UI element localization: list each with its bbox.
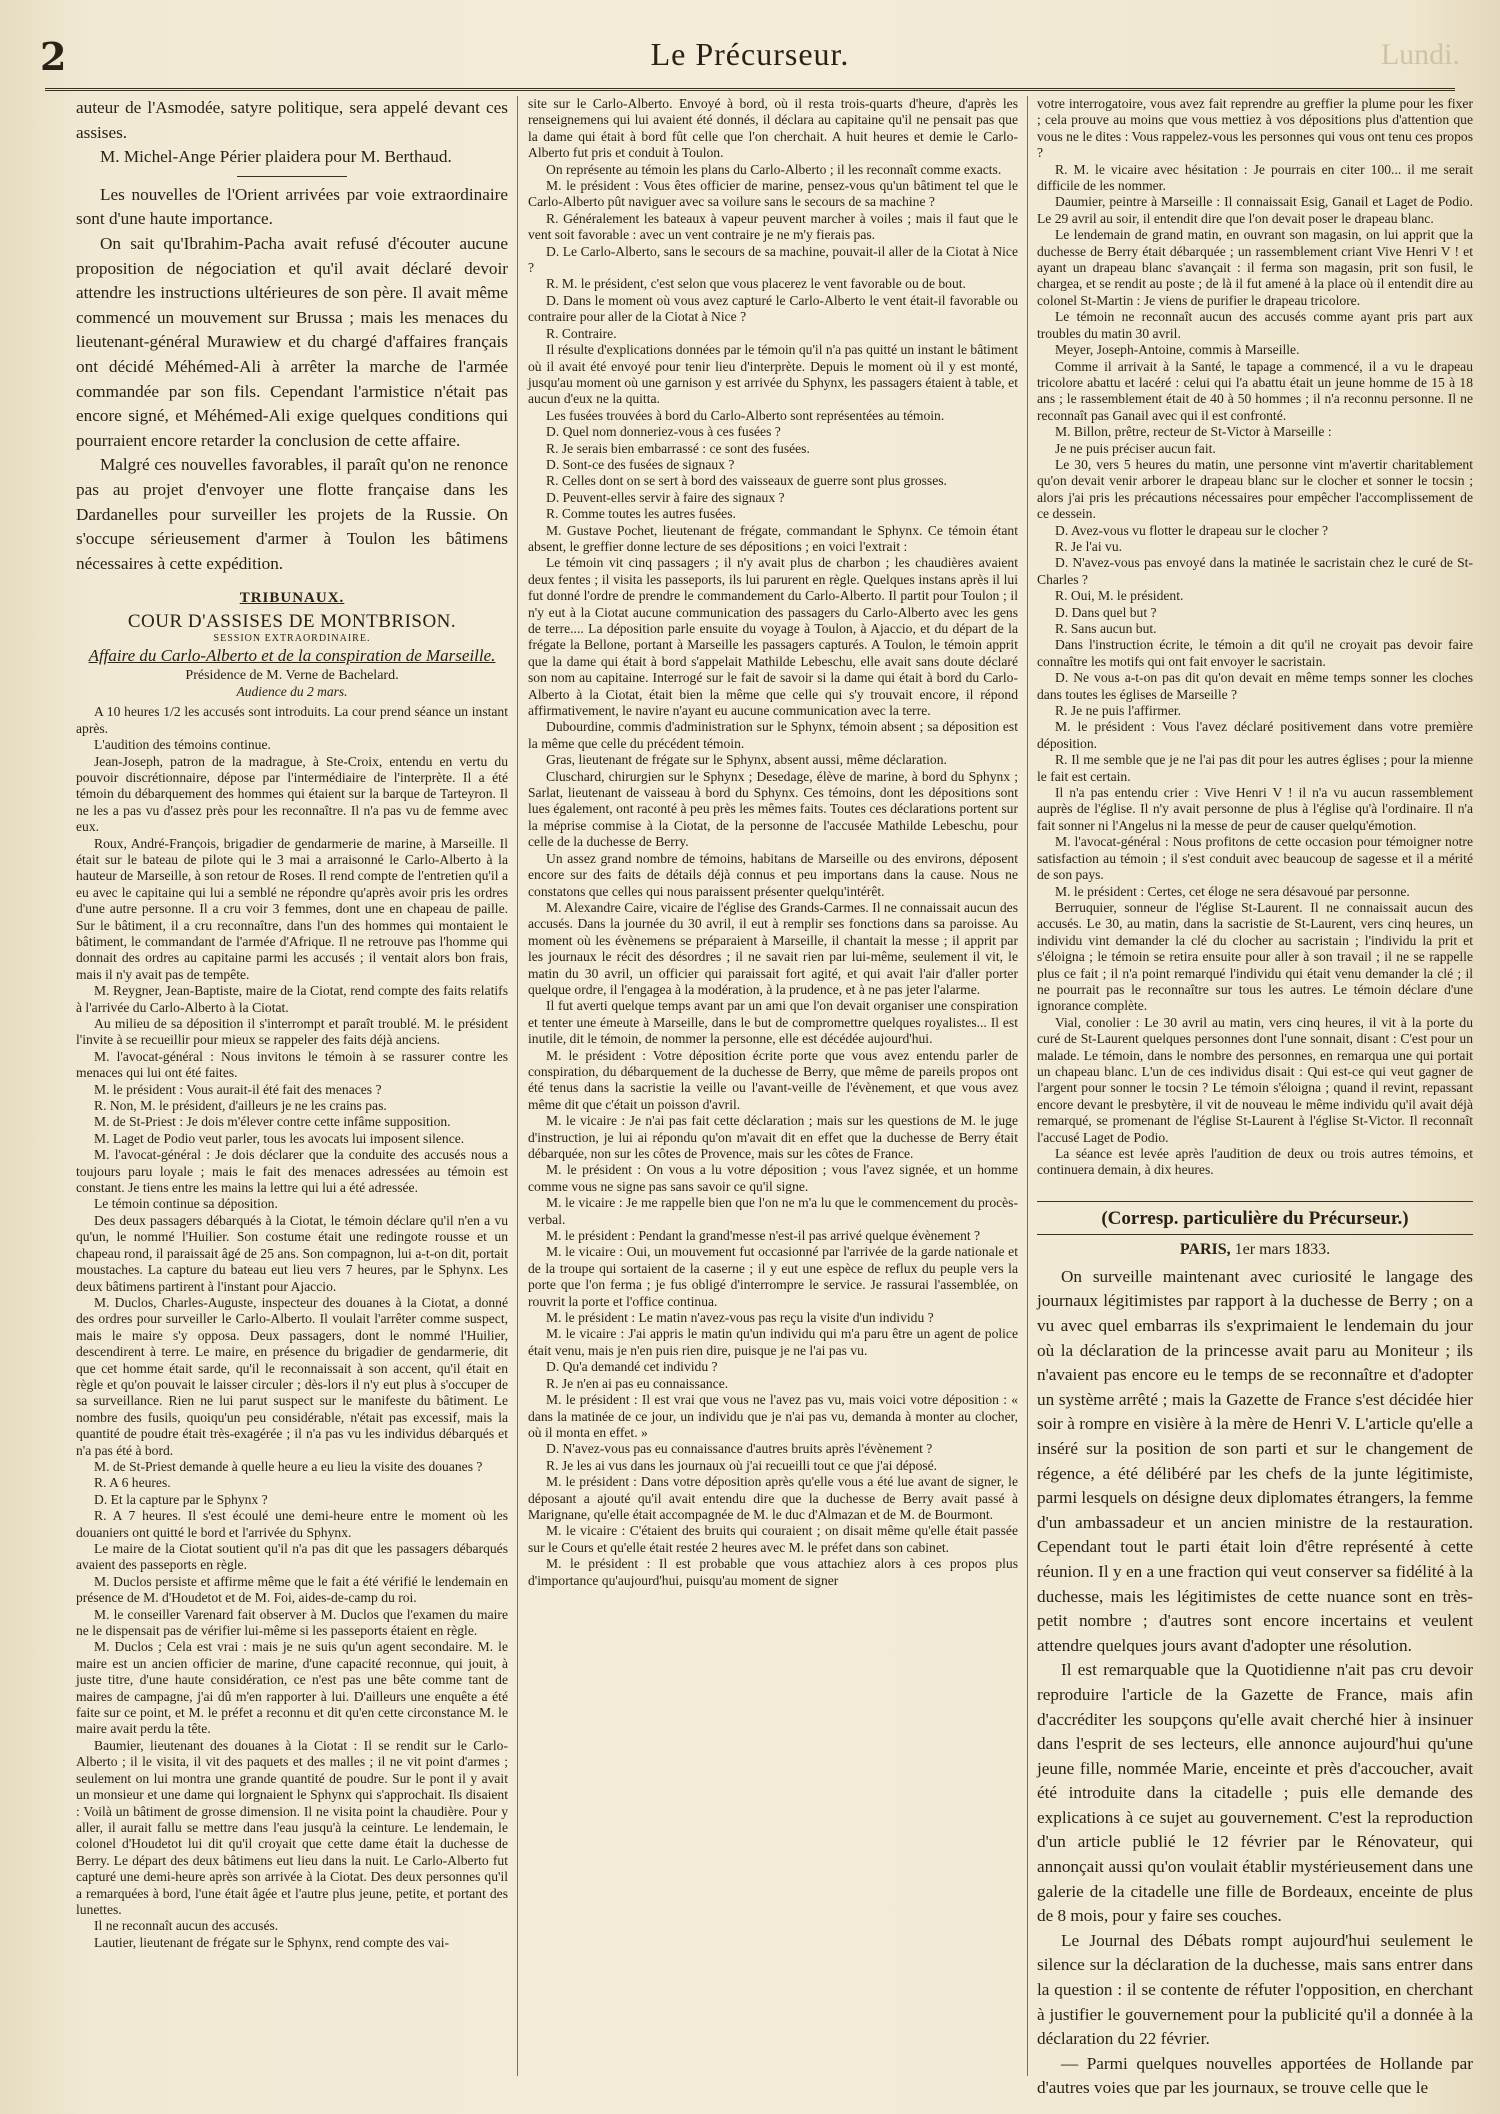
- correspondence-heading: (Corresp. particulière du Précurseur.): [1037, 1201, 1473, 1235]
- paragraph: D. Quel nom donneriez-vous à ces fusées ?: [546, 424, 781, 440]
- paragraph: R. Contraire.: [546, 325, 617, 341]
- paragraph: R. A 6 heures.: [94, 1475, 171, 1491]
- paragraph: On représente au témoin les plans du Carlo-Alberto ; il les reconnaît comme exacts.: [546, 161, 1002, 177]
- paragraph: Le lendemain de grand matin, en ouvrant son magasin, on lui apprit que la duchesse de Berry était débarquée ; un rassemblement criant Vive Henri V ! et ayant un drapeau blanc s'avançait : il ferma son magasin, prit son fusil, le chargea, et se rendit au poste ; de là il fut amené à la place où il entendit dire au colonel St-Martin : Je viens de purifier le drapeau tricolore.: [1037, 227, 1473, 308]
- paragraph: site sur le Carlo-Alberto. Envoyé à bord, où il resta trois-quarts d'heure, d'après les renseignemens qui lui avaient été donnés, il déclara au capitaine qu'il ne pensait pas que la dame qui était à bord fût celle que l'on cherchait. A huit heures et demie le Carlo-Alberto fut pris et conduit à Toulon.: [528, 96, 1018, 161]
- paragraph: M. le vicaire : J'ai appris le matin qu'un individu qui m'a paru être un agent de police était venu, mais je n'en puis rien dire, puisque je ne l'ai pas vu.: [528, 1326, 1018, 1358]
- paragraph: R. M. le président, c'est selon que vous placerez le vent favorable ou de bout.: [546, 276, 966, 292]
- paragraph: Le maire de la Ciotat soutient qu'il n'a pas dit que les passagers débarqués avaient des passeports en règle.: [76, 1541, 508, 1573]
- paragraph: M. Duclos, Charles-Auguste, inspecteur des douanes à la Ciotat, a donné des ordres pour surveiller le Carlo-Alberto. Il voulait l'arrêter comme suspect, mais le maire s'y opposa. Deux passagers, dont le nommé l'Huilier, descendirent à terre. Le maire, en présence du brigadier de gendarmerie, dit que cet homme était sarde, qu'il le reconnaissait à son accent, qu'il était en règle et qu'on pouvait le laisser circuler ; dès-lors il n'y eut plus à s'occuper de sa surveillance. Rien ne lui parut suspect sur le manifeste du bâtiment. Le nombre des fusils, quoiqu'un peu considérable, n'était pas excessif, mais la quantité de poudre était très-exagérée ; il n'a pas vu les individus débarqués et n'a pas été à bord.: [76, 1294, 508, 1458]
- paragraph: Lautier, lieutenant de frégate sur le Sphynx, rend compte des vai-: [94, 1934, 450, 1950]
- paragraph: M. Laget de Podio veut parler, tous les avocats lui imposent silence.: [94, 1130, 465, 1146]
- paragraph: D. Peuvent-elles servir à faire des signaux ?: [546, 489, 785, 505]
- paragraph: Au milieu de sa déposition il s'interrompt et paraît troublé. M. le président l'invite à se recueillir pour mieux se rappeler des faits déjà anciens.: [76, 1016, 508, 1048]
- paragraph: Il ne reconnaît aucun des accusés.: [94, 1918, 279, 1934]
- paragraph: M. l'avocat-général : Nous profitons de cette occasion pour témoigner notre satisfaction au témoin ; il s'est conduit avec beaucoup de sagesse et il a mérité de son pays.: [1037, 834, 1473, 883]
- paragraph: On surveille maintenant avec curiosité le langage des journaux légitimistes par rapport à la duchesse de Berry ; on a vu avec quel embarras ils s'exprimaient le lendemain du jour où la déclaration de la princesse avait paru au Moniteur ; ils n'avaient pas encore eu le temps de se reconnaître et d'adopter un système arrêté ; mais la Gazette de France s'est décidée hier soir à rompre en visière à la mère de Henri V. L'article qu'elle a inséré sur la position de son parti et sur le changement de régence, a été délibéré par les chefs de la junte légitimiste, parmi lesquels on désigne deux diplomates étrangers, la femme d'un ambassadeur et un ancien ministre de la restauration. Cependant tout le parti était loin d'être représenté à cette réunion. Il y en a une fraction qui veut conserver sa fidélité à la duchesse, mais les légitimistes de cette nuance sont en très-petit nombre ; d'autres sont encore incertains et veulent attendre quelques jours avant d'adopter une résolution.: [1037, 1266, 1473, 1655]
- paragraph: R. Je les ai vus dans les journaux où j'ai recueilli tout ce que j'ai déposé.: [546, 1457, 938, 1473]
- paragraph: M. de St-Priest : Je dois m'élever contre cette infâme supposition.: [94, 1114, 451, 1130]
- paragraph: M. l'avocat-général : Nous invitons le témoin à se rassurer contre les menaces qui lui ont été faites.: [76, 1048, 508, 1081]
- paragraph: M. le président : Vous êtes officier de marine, pensez-vous qu'un bâtiment tel que le Carlo-Alberto pût naviguer avec sa voilure sans le secours de sa machine ?: [528, 178, 1018, 210]
- column-2: [528, 96, 1018, 2086]
- paragraph: D. Et la capture par le Sphynx ?: [94, 1491, 268, 1507]
- paragraph: M. Duclos ; Cela est vrai : mais je ne suis qu'un agent secondaire. M. le maire est un ancien officier de marine, d'une capacité reconnue, qui jouit, à juste titre, d'une haute considération, ce n'est pas une bête comme tant de maires de campagne, j'ai dû m'en rapporter à lui. D'ailleurs une enquête a été faite sur ce point, et M. le préfet a reconnu et dit qu'en cette circonstance M. le maire avait perdu la tête.: [76, 1639, 508, 1737]
- paragraph: Roux, André-François, brigadier de gendarmerie de marine, à Marseille. Il était sur le bateau de pilote qui le 3 mai a arraisonné le Carlo-Alberto à la hauteur de Marseille, à son retour de Roses. Il rend compte de l'entretien qu'il a eu avec le capitaine qui lui a semblé ne répondre qu'après avoir pris les ordres d'une autre personne. Il a cru voir 3 femmes, dont une en chapeau de paille. Sur le bâtiment, il a cru reconnaître, dans l'un des hommes qui montaient le bâtiment, le commandant de l'armée d'Afrique. Il ne retrouve pas l'homme qui donnait des ordres au capitaine parmi les accusés ; il ventait alors bon frais, mais il n'y avait pas de tempête.: [76, 835, 508, 982]
- paragraph: votre interrogatoire, vous avez fait reprendre au greffier la plume pour les fixer ; cela prouve au moins que vous mettiez à vos dépositions plus d'attention que vous ne le dites : Vous rappelez-vous les personnes qui vous ont tenu ces propos ?: [1037, 96, 1473, 161]
- paragraph: D. Qu'a demandé cet individu ?: [546, 1359, 718, 1375]
- paragraph: R. Il me semble que je ne l'ai pas dit pour les autres églises ; pour la mienne le fait est certain.: [1037, 752, 1473, 784]
- section-title-tribunaux: TRIBUNAUX.: [239, 590, 345, 607]
- paragraph: M. le président : Le matin n'avez-vous pas reçu la visite d'un individu ?: [546, 1310, 934, 1326]
- paragraph: R. Non, M. le président, d'ailleurs je ne les crains pas.: [94, 1098, 387, 1114]
- paragraph: Il résulte d'explications données par le témoin qu'il n'a pas quitté un instant le bâtiment où il avait été envoyé pour tenir lieu d'interprète. Depuis le moment où il y est monté, jusqu'au moment où une garnison y est arrivée du Sphynx, les passagers étaient à table, et aucun d'eux ne la quitta.: [528, 342, 1018, 407]
- paragraph: Gras, lieutenant de frégate sur le Sphynx, absent aussi, même déclaration.: [546, 752, 947, 768]
- paragraph: M. Billon, prêtre, recteur de St-Victor à Marseille :: [1055, 424, 1332, 440]
- column-divider: [1027, 96, 1028, 2076]
- paragraph: R. Celles dont on se sert à bord des vaisseaux de guerre sont plus grosses.: [546, 473, 947, 489]
- trial-report-continued: [528, 96, 1018, 1589]
- paragraph: R. Je ne puis l'affirmer.: [1055, 703, 1182, 719]
- paragraph: Des deux passagers débarqués à la Ciotat, le témoin déclare qu'il n'en a vu qu'un, le nommé l'Huilier. Son costume était une redingote rousse et un chapeau rond, il paraissait âgé de 25 ans. Son compagnon, lui a-t-on dit, portait moustaches. La capture du bateau eut lieu vers 7 heures, par le Sphynx. Les deux bâtimens partirent à l'instant pour Ajaccio.: [76, 1212, 508, 1294]
- paragraph: R. Oui, M. le président.: [1055, 588, 1184, 604]
- trial-report-end: [1037, 96, 1473, 1179]
- paragraph: M. le président : Vous l'avez déclaré positivement dans votre première déposition.: [1037, 719, 1473, 751]
- paragraph: M. le président : Votre déposition écrite porte que vous avez entendu parler de conspiration, du débarquement de la duchesse de Berry, que même de pareils propos ont été tenus dans la sacristie la veille ou l'avant-veille de l'évènement, et que vous avez même dit que c'était un poisson d'avril.: [528, 1047, 1018, 1112]
- paragraph: R. Je n'en ai pas eu connaissance.: [546, 1375, 729, 1391]
- trial-report: [76, 704, 508, 1951]
- paragraph: Le Journal des Débats rompt aujourd'hui seulement le silence sur la déclaration de la duchesse, mais sans entrer dans la question : il se contente de réfuter l'opposition, en cherchant à justifier le gouvernement pour la publicité qu'il a donnée à la déclaration du 22 février.: [1037, 1930, 1473, 2049]
- session-line: SESSION EXTRAORDINAIRE.: [213, 633, 371, 645]
- paragraph: — Parmi quelques nouvelles apportées de Hollande par d'autres voies que par les journaux, se trouve celle que le: [1037, 2053, 1473, 2098]
- paragraph: D. Ne vous a-t-on pas dit qu'on devait en même temps sonner les cloches dans toutes les églises de Marseille ?: [1037, 670, 1473, 702]
- paragraph: M. le vicaire : Je n'ai pas fait cette déclaration ; mais sur les questions de M. le juge d'instruction, je lui ai répondu qu'on m'avait dit en effet que la duchesse de Berry était débarquée, non sur les côtes de Provence, mais sur les côtes de France.: [528, 1113, 1018, 1161]
- paragraph: D. Dans quel but ?: [1055, 604, 1157, 620]
- paragraph: M. le président : Dans votre déposition après qu'elle vous a été lue avant de signer, le déposant a ajouté qu'il avait entendu dire que la duchesse de Berry avait passé à Marignane, qu'elle était accompagnée de M. le duc d'Almazan et de M. de Bourmont.: [528, 1474, 1018, 1522]
- paragraph: Jean-Joseph, patron de la madrague, à Ste-Croix, entendu en vertu du pouvoir discrétionnaire, dépose par l'intermédiaire de l'interprète. Il a été témoin du débarquement des hommes qui étaient sur la barque de Tarteyron. Il ne les a pas vu d'assez près pour les reconnaître. Il n'a pas vu de femme avec eux.: [76, 753, 508, 835]
- paragraph: M. le vicaire : Je me rappelle bien que l'on ne m'a lu que le commencement du procès-verbal.: [528, 1195, 1018, 1227]
- affair-heading: Affaire du Carlo-Alberto et de la conspiration de Marseille.: [88, 646, 496, 666]
- paragraph: D. Dans le moment où vous avez capturé le Carlo-Alberto le vent était-il favorable ou contraire pour aller de la Ciotat à Nice ?: [528, 292, 1018, 325]
- column-divider: [517, 96, 518, 2076]
- paragraph: M. le président : Certes, cet éloge ne sera désavoué par personne.: [1055, 883, 1410, 899]
- paragraph: M. le président : On vous a lu votre déposition ; vous l'avez signée, et un homme comme vous ne signe pas sans savoir ce qu'il signe.: [528, 1162, 1018, 1194]
- page-number: 2: [40, 34, 67, 79]
- paragraph: Cluschard, chirurgien sur le Sphynx ; Desedage, élève de marine, à bord du Sphynx ; Sarlat, lieutenant de vaisseau à bord du Sphynx. Ces témoins, dont les dépositions sont lues également, ont raconté à peu près les mêmes faits. Toutes ces déclarations portent sur la méprise commise à la Ciotat, de la personne de l'accusée Mathilde Lebeschu, pour celle de la duchesse de Berry.: [528, 768, 1018, 850]
- column-3: [1037, 96, 1473, 2098]
- paragraph: M. le conseiller Varenard fait observer à M. Duclos que l'examen du maire ne le dispensait pas de vérifier lui-même si les passeports étaient en règle.: [76, 1606, 508, 1639]
- paragraph: A 10 heures 1/2 les accusés sont introduits. La cour prend séance un instant après.: [76, 704, 508, 736]
- paragraph: Je ne puis préciser aucun fait.: [1055, 440, 1216, 456]
- paragraph: M. Michel-Ange Périer plaidera pour M. Berthaud.: [100, 147, 452, 167]
- paragraph: Le témoin vit cinq passagers ; il n'y avait plus de charbon ; les chaudières avaient deux fentes ; il visita les passeports, ils lui parurent en règle. Quelques instans après il lui fut donné l'ordre de prendre le commandement du Carlo-Alberto. Il partit pour Toulon ; il n'y eut à la Ciotat aucune communication des passagers du Carlo-Alberto avec les gens de terre.... La déposition parle ensuite du voyage à Toulon, à Ajaccio, et du départ de la frégate la Bellone, portant à Marseille les passagers capturés. A Toulon, le témoin apprit que la dame qui était à bord s'appelait Mathilde Lebeschu, elle avait sans doute déclaré son nom au capitaine. Interrogé sur le fait de savoir si la dame qui était à bord du Carlo-Alberto à la Ciotat, était bien la même que celle qui s'y trouvait encore, il répond affirmativement, le navire n'ayant eu aucune communication avec la terre.: [528, 555, 1018, 719]
- header-rule: [45, 88, 1455, 91]
- dateline-city: PARIS,: [1179, 1240, 1231, 1258]
- paragraph: Berruquier, sonneur de l'église St-Laurent. Il ne connaissait aucun des accusés. Le 30, au matin, dans la sacristie de St-Laurent, vers cinq heures, un individu vint demander la clé du clocher au sacristain ; l'individu la prit et s'éloigna ; le témoin se retira ensuite pour aller à son travail ; il ne se rappelle plus ce fait ; il n'a point remarqué l'individu qui était venu demander la clé ; il ne pourrait pas le reconnaître sur tous les autres. Le témoin déclare d'une ignorance complète.: [1037, 899, 1473, 1014]
- paragraph: Les nouvelles de l'Orient arrivées par voie extraordinaire sont d'une haute importance.: [76, 184, 508, 229]
- paragraph: On sait qu'Ibrahim-Pacha avait refusé d'écouter aucune proposition de négociation et qu'il avait déclaré devoir attendre les instructions ultérieures de son père. Il avait même commencé un mouvement sur Brussa ; mais les menaces du lieutenant-général Murawiew et du chargé d'affaires français ont décidé Méhémed-Ali à arrêter la marche de l'armée commandée par son fils. Cependant l'armistice n'était pas encore signé, et Méhémed-Ali exige quelques conditions qui pourraient encore retarder la conclusion de cette affaire.: [76, 233, 508, 450]
- newspaper-title: Le Précurseur.: [650, 36, 850, 72]
- paragraph: M. Alexandre Caire, vicaire de l'église des Grands-Carmes. Il ne connaissait aucun des accusés. Dans la journée du 30 avril, il eut à remplir ses fonctions dans sa paroisse. Au moment où les évènemens se préparaient à Marseille, il chantait la messe ; il apprit par les journaux le récit des désordres ; il ne savait rien par lui-même, seulement il vit, le matin du 30 avril, un officier qui paraissait fort agité, et qui avait l'air d'aller porter quelque ordre, il l'engagea à la modération, à la prudence, et à ne pas jeter l'alarme.: [528, 899, 1018, 997]
- paragraph: La séance est levée après l'audition de deux ou trois autres témoins, et continuera demain, à dix heures.: [1037, 1146, 1473, 1178]
- dateline: [1037, 1241, 1473, 1259]
- paragraph: M. le président : Pendant la grand'messe n'est-il pas arrivé quelque évènement ?: [546, 1228, 981, 1244]
- paragraph: M. l'avocat-général : Je dois déclarer que la conduite des accusés nous a toujours paru loyale ; mais le fait des menaces adressées au témoin est constant. Je tiens entre les mains la lettre qui lui a été adressée.: [76, 1147, 508, 1196]
- paragraph: Meyer, Joseph-Antoine, commis à Marseille.: [1055, 342, 1300, 358]
- masthead: [30, 30, 1470, 90]
- presidency-line: Présidence de M. Verne de Bachelard.: [185, 668, 399, 684]
- paragraph: M. Duclos persiste et affirme même que le fait a été vérifié le lendemain en présence de M. d'Houdetot et de M. Foi, aides-de-camp du roi.: [76, 1573, 508, 1606]
- paragraph: Il n'a pas entendu crier : Vive Henri V ! il n'a vu aucun rassemblement auprès de l'église. Il n'y avait personne de plus à l'église qu'à l'ordinaire. Il n'a fait sonner ni l'Angelus ni la messe de peur de causer quelqu'émotion.: [1037, 785, 1473, 833]
- paragraph: D. N'avez-vous pas envoyé dans la matinée le sacristain chez le curé de St-Charles ?: [1037, 555, 1473, 587]
- column-1: [76, 96, 508, 2086]
- paragraph: R. Sans aucun but.: [1055, 621, 1157, 636]
- bleed-through-text: Lundi.: [1380, 38, 1460, 71]
- paragraph: Vial, conolier : Le 30 avril au matin, vers cinq heures, il vit à la porte du curé de St-Laurent quelques personnes dont l'une sonnait, disant : C'est pour un malade. Le témoin, dans le nombre des personnes, en remarqua une qui portait un chapeau blanc. L'un de ces individus disait : Qui est-ce qui veut gagner de l'argent pour sonner le tocsin ? Le témoin s'éloigna ; quand il revint, repassant encore devant le presbytère, il vit de nouveau le même individu qu'il avait déjà remarqué, se promenant de l'église St-Laurent à l'église St-Victor. Il reconnaît l'accusé Laget de Podio.: [1037, 1014, 1473, 1145]
- paragraph: R. A 7 heures. Il s'est écoulé une demi-heure entre le moment où les douaniers ont quitté le bord et l'arrivée du Sphynx.: [76, 1508, 508, 1540]
- paragraph: M. le vicaire : Oui, un mouvement fut occasionné par l'arrivée de la garde nationale et de la troupe qui sortaient de la caserne ; il y eut une espèce de reflux du peuple vers la porte que l'on ferma ; je fus obligé d'interrompre le service. Je rassurai l'assemblée, on rouvrit la porte et l'office continua.: [528, 1244, 1018, 1309]
- paragraph: L'audition des témoins continue.: [94, 737, 271, 753]
- paragraph: Malgré ces nouvelles favorables, il paraît qu'on ne renonce pas au projet d'envoyer une flotte française dans les Dardanelles pour surveiller les projets de la Russie. On s'occupe sérieusement d'armer à Toulon les bâtimens nécessaires à cette expédition.: [76, 455, 508, 573]
- paragraph: Daumier, peintre à Marseille : Il connaissait Esig, Ganail et Laget de Podio. Le 29 avril au soir, il entendit dire que l'on devait poser le drapeau blanc.: [1037, 194, 1473, 226]
- paragraph: R. M. le vicaire avec hésitation : Je pourrais en citer 100... il me serait difficile de les nommer.: [1037, 161, 1473, 194]
- hearing-date: Audience du 2 mars.: [236, 684, 348, 700]
- paragraph: R. Je l'ai vu.: [1055, 538, 1123, 554]
- paragraph: M. le vicaire : C'étaient des bruits qui couraient ; on disait même qu'elle était passée sur le Cours et qu'elle était restée 2 heures avec M. le préfet dans son cabinet.: [528, 1523, 1018, 1555]
- paragraph: M. Gustave Pochet, lieutenant de frégate, commandant le Sphynx. Ce témoin étant absent, le greffier donne lecture de ses dépositions ; en voici l'extrait :: [528, 522, 1018, 554]
- paragraph: Un assez grand nombre de témoins, habitans de Marseille ou des environs, déposent encore sur des faits de détails déjà connus et peu importans dans la cause. Nous ne constatons que celles qui nous paraissent présenter quelqu'intérêt.: [528, 850, 1018, 899]
- paragraph: Comme il arrivait à la Santé, le tapage a commencé, il a vu le drapeau tricolore abattu et lacéré : celui qui l'a abattu était un jeune homme de 15 à 18 ans ; le rassemblement était de 40 à 50 hommes ; il n'a reconnu personne. Il ne reconnaît pas Ganail avec qui il est confronté.: [1037, 358, 1473, 423]
- paragraph: M. Reygner, Jean-Baptiste, maire de la Ciotat, rend compte des faits relatifs à l'arrivée du Carlo-Alberto à la Ciotat.: [76, 983, 508, 1015]
- paragraph: Le témoin ne reconnaît aucun des accusés comme ayant pris part aux troubles du matin 30 avril.: [1037, 309, 1473, 341]
- paragraph: M. de St-Priest demande à quelle heure a eu lieu la visite des douanes ?: [94, 1458, 483, 1474]
- paragraph: D. Le Carlo-Alberto, sans le secours de sa machine, pouvait-il aller de la Ciotat à Nice ?: [528, 243, 1018, 276]
- paragraph: M. le président : Il est probable que vous attachiez alors à ces propos plus d'importance qu'aujourd'hui, puisqu'au moment de signer: [528, 1556, 1018, 1588]
- paragraph: M. le président : Il est vrai que vous ne l'avez pas vu, mais voici votre déposition : « dans la matinée de ce jour, un individu que je n'ai pas vu, demanda à monter au clocher, où il monta en effet. »: [528, 1392, 1018, 1440]
- paragraph: D. Sont-ce des fusées de signaux ?: [546, 456, 735, 472]
- paragraph: M. le président : Vous aurait-il été fait des menaces ?: [94, 1081, 382, 1097]
- court-heading: COUR D'ASSISES DE MONTBRISON.: [127, 611, 457, 633]
- paragraph: Les fusées trouvées à bord du Carlo-Alberto sont représentées au témoin.: [546, 407, 945, 423]
- dateline-date: 1er mars 1833.: [1234, 1240, 1331, 1258]
- intro-block: [76, 96, 508, 170]
- paragraph: D. Avez-vous vu flotter le drapeau sur le clocher ?: [1055, 522, 1329, 538]
- orient-news: [76, 183, 508, 577]
- paragraph: Le 30, vers 5 heures du matin, une personne vint m'avertir charitablement qu'on devait venir arborer le drapeau blanc sur le clocher et sonner le tocsin ; alors j'ai pris les précautions nécessaires pour empêcher l'accomplissement de ce dessein.: [1037, 456, 1473, 522]
- paragraph: Il est remarquable que la Quotidienne n'ait pas cru devoir reproduire l'article de la Gazette de France, mais afin d'accréditer les soupçons qu'elle avait cherché hier à insinuer dans l'esprit de ses lecteurs, elle annonce aujourd'hui qu'une jeune fille, nommée Marie, enceinte et près d'accoucher, avait été introduite dans la citadelle ; puis elle demande des explications à ce sujet au gouvernement. C'est la reproduction d'un article publié le 12 février par le Rénovateur, qui annonçait aussi qu'on voulait établir mystérieusement dans une galerie de la citadelle une fille de Bordeaux, enceinte de plus de 8 mois, pour y faire ses couches.: [1037, 1660, 1473, 1926]
- paragraph: R. Comme toutes les autres fusées.: [546, 506, 736, 522]
- paragraph: R. Généralement les bateaux à vapeur peuvent marcher à voiles ; mais il faut que le vent soit favorable : avec un vent contraire je ne m'y fierais pas.: [528, 210, 1018, 243]
- paragraph: Il fut averti quelque temps avant par un ami que l'on devait organiser une conspiration et tenter une émeute à Marseille, dans le but de compromettre quelques royalistes... Il est inutile, dit le témoin, de nommer la personne, elle est décédée aujourd'hui.: [528, 998, 1018, 1047]
- paragraph: R. Je serais bien embarrassé : ce sont des fusées.: [546, 440, 810, 456]
- paragraph: auteur de l'Asmodée, satyre politique, sera appelé devant ces assises.: [76, 98, 508, 142]
- paragraph: Baumier, lieutenant des douanes à la Ciotat : Il se rendit sur le Carlo-Alberto ; il le visita, il vit des paquets et des malles ; il ne vit point d'armes ; seulement on lui montra une grande quantité de poudre. Sur le pont il y avait un monsieur et une dame qui lorgnaient le Sphynx qui s'approchait. Ils disaient : Voilà un bâtiment de grosse dimension. Il ne visita point la chaudière. Pour y aller, il aurait fallu se mettre dans l'eau jusqu'à la ceinture. Le lendemain, le colonel d'Houdetot lui dit qu'il croyait que cette dame était la duchesse de Berry. Le départ des deux bâtimens eut lieu dans la nuit. Le Carlo-Alberto fut capturé une demi-heure après son arrivée à la Ciotat. Des deux personnes qu'il a remarquées à bord, l'une était âgée et l'autre plus jeune, petite, et portant des lunettes.: [76, 1737, 508, 1917]
- separator-rule: [237, 176, 347, 177]
- paris-correspondence: [1037, 1265, 1473, 2101]
- paragraph: Dubourdine, commis d'administration sur le Sphynx, témoin absent ; sa déposition est la même que celle du précédent témoin.: [528, 719, 1018, 751]
- paragraph: D. N'avez-vous pas eu connaissance d'autres bruits après l'évènement ?: [546, 1441, 933, 1457]
- paragraph: Dans l'instruction écrite, le témoin a dit qu'il ne croyait pas devoir faire connaître les motifs qui ont fait envoyer le sacristain.: [1037, 637, 1473, 669]
- paragraph: Le témoin continue sa déposition.: [94, 1196, 278, 1212]
